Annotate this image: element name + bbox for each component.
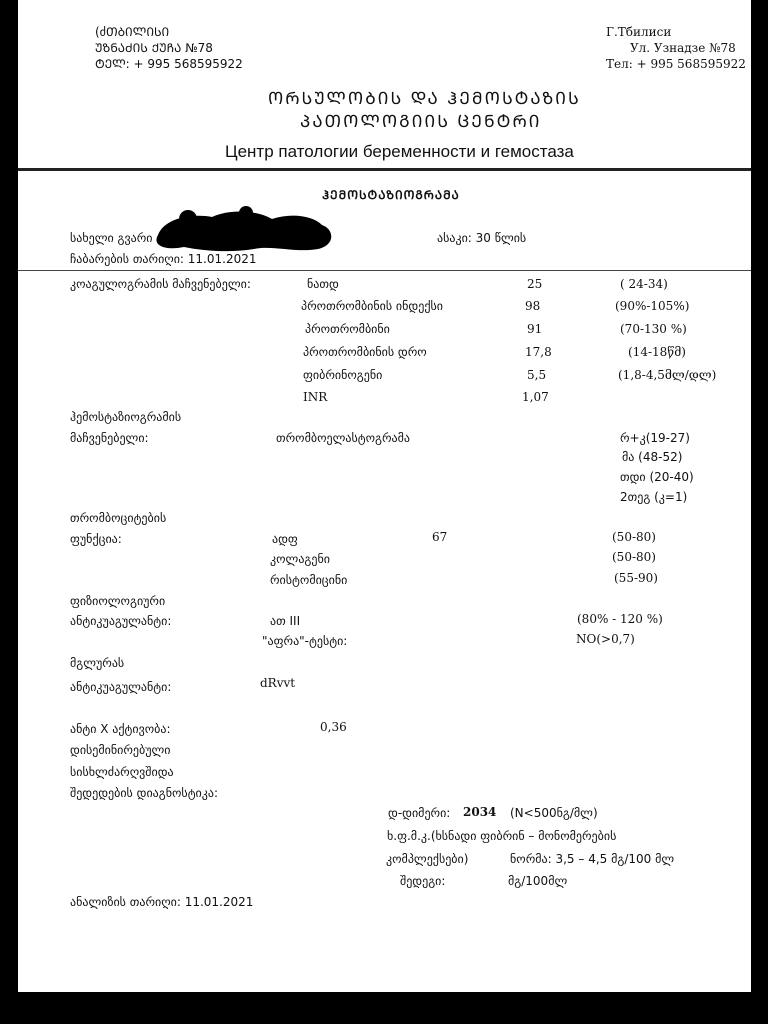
teg-param-2: თდი (20-40) — [620, 470, 694, 484]
patient-divider — [18, 270, 751, 271]
coag-name-3: პროთრომბინის დრო — [303, 345, 427, 359]
coag-norm-4: (1,8-4,5მლ/დლ) — [618, 368, 717, 382]
title-russian: Центр патологии беременности и гемостаза — [225, 142, 574, 161]
coagulogram-label: კოაგულოგრამის მაჩვენებელი: — [70, 277, 251, 291]
physio-norm-1: NO(>0,7) — [576, 632, 635, 646]
coag-name-4: ფიბრინოგენი — [303, 368, 383, 382]
result-label: შედეგი: — [400, 874, 446, 888]
bottom-shadow — [0, 992, 768, 1024]
lupus-value: dRvvt — [260, 676, 296, 690]
header-right-phone: Тел: + 995 568595922 — [606, 57, 746, 71]
platelet-norm-2: (55-90) — [614, 571, 658, 585]
header-right-city: Г.Тбилиси — [606, 25, 672, 39]
header-right-street: Ул. Узнадзе №78 — [630, 41, 736, 55]
coag-name-2: პროთრომბინი — [305, 322, 390, 336]
platelet-value-0: 67 — [432, 530, 448, 544]
analysis-date: ანალიზის თარიღი: 11.01.2021 — [70, 895, 254, 909]
sfmc-norm: ნორმა: 3,5 – 4,5 მგ/100 მლ — [510, 852, 675, 866]
referral-date: ჩაბარების თარიღი: 11.01.2021 — [70, 252, 257, 266]
physio-name-1: "აფრა"-ტესტი: — [262, 634, 348, 648]
lupus-label-1: მგლურას — [70, 656, 125, 670]
coag-norm-0: ( 24-34) — [620, 277, 668, 291]
title-line-1: ᲝᲠᲡᲣᲚᲝᲑᲘᲡ ᲓᲐ ᲰᲔᲛᲝᲡᲢᲐᲖᲘᲡ — [268, 89, 581, 109]
ddimer-label: დ-დიმერი: — [388, 806, 451, 820]
platelet-name-2: რისტომიცინი — [270, 573, 348, 587]
physio-norm-0: (80% - 120 %) — [577, 612, 663, 626]
title-line-2: ᲞᲐᲗᲝᲚᲝᲒᲘᲘᲡ ᲪᲔᲜᲢᲠᲘ — [300, 112, 542, 132]
result-unit: მგ/100მლ — [508, 874, 568, 888]
coag-norm-2: (70-130 %) — [620, 322, 687, 336]
header-divider — [18, 168, 751, 171]
redaction-blot — [150, 205, 335, 253]
patient-name-label: სახელი გვარი — [70, 231, 153, 245]
platelet-name-0: ადფ — [272, 532, 298, 546]
coag-value-3: 17,8 — [525, 345, 552, 359]
anti-x-label: ანტი X აქტივობა: — [70, 722, 171, 736]
coag-norm-3: (14-18წმ) — [628, 345, 686, 359]
coag-name-1: პროთრომბინის ინდექსი — [301, 299, 443, 313]
physio-name-0: ათ III — [270, 614, 301, 628]
physio-label-2: ანტიკუაგულანტი: — [70, 614, 172, 628]
teg-param-1: მა (48-52) — [622, 450, 683, 464]
patient-age: ასაკი: 30 წლის — [437, 231, 527, 245]
dic-label-3: შედედების დიაგნოსტიკა: — [70, 786, 219, 800]
coag-value-5: 1,07 — [522, 390, 549, 404]
coag-name-5: INR — [303, 390, 328, 404]
header-left-street: ᲣᲖᲜᲐᲫᲘᲡ ᲥᲣᲩᲐ №78 — [95, 41, 213, 55]
ddimer-value: 2034 — [463, 805, 497, 819]
anti-x-value: 0,36 — [320, 720, 347, 734]
teg-param-3: 2თეგ (კ=1) — [620, 490, 688, 504]
physio-label-1: ფიზიოლოგიური — [70, 594, 166, 608]
coag-value-1: 98 — [525, 299, 541, 313]
platelets-label-2: ფუნქცია: — [70, 532, 122, 546]
platelet-norm-0: (50-80) — [612, 530, 656, 544]
thromboelastogram: თრომბოელასტოგრამა — [276, 431, 411, 445]
coag-value-2: 91 — [527, 322, 543, 336]
document-title: ᲰᲔᲛᲝᲡᲢᲐᲖᲘᲝᲒᲠᲐᲛᲐ — [322, 188, 460, 202]
coag-name-0: ნათდ — [307, 277, 339, 291]
dic-label-2: სისხლძარღვშიდა — [70, 765, 174, 779]
dic-label-1: დისემინირებული — [70, 743, 171, 757]
lupus-label-2: ანტიკუაგულანტი: — [70, 680, 172, 694]
coag-value-0: 25 — [527, 277, 543, 291]
platelet-norm-1: (50-80) — [612, 550, 656, 564]
page-edge — [751, 0, 768, 1024]
sfmc-line-2: კომპლექსები) — [386, 852, 469, 866]
sfmc-line-1: ხ.ფ.მ.კ.(ხსნადი ფიბრინ – მონომერების — [387, 829, 617, 843]
header-left-phone: ᲢᲔᲚ: + 995 568595922 — [95, 57, 243, 71]
teg-param-0: რ+კ(19-27) — [620, 431, 690, 445]
hemostasiogram-label-2: მაჩვენებელი: — [70, 431, 149, 445]
ddimer-norm: (N<500ნგ/მლ) — [510, 806, 598, 820]
platelet-name-1: კოლაგენი — [270, 552, 330, 566]
header-left-city: (ძᲗᲑᲘᲚᲘᲡᲘ — [95, 25, 170, 39]
coag-value-4: 5,5 — [527, 368, 547, 382]
platelets-label-1: თრომბოციტების — [70, 511, 167, 525]
coag-norm-1: (90%-105%) — [615, 299, 690, 313]
hemostasiogram-label-1: ჰემოსტაზიოგრამის — [70, 410, 182, 424]
